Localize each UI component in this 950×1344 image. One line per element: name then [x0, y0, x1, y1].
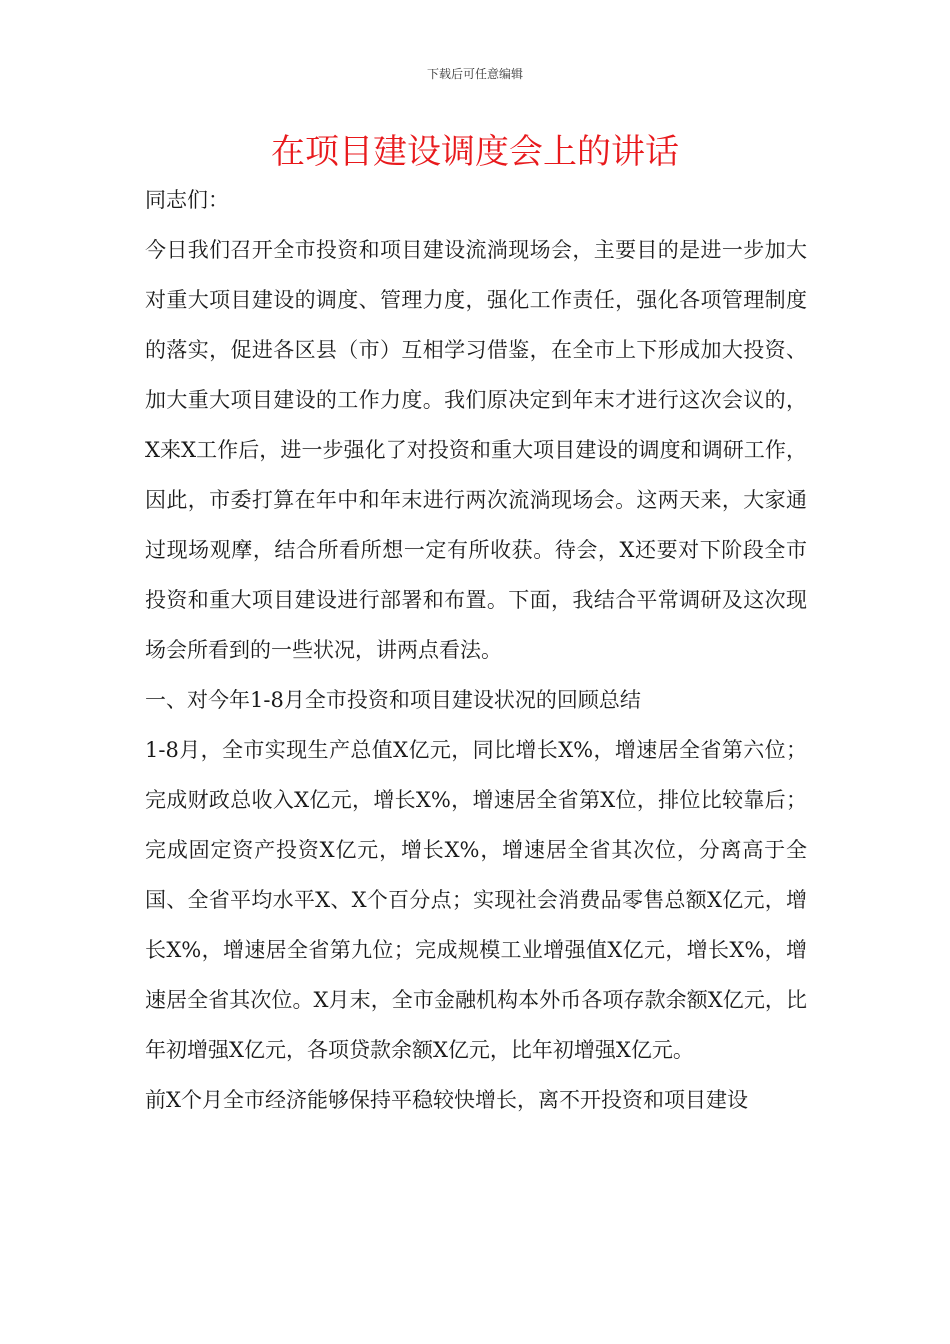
paragraph-statistics: 1-8月，全市实现生产总值X亿元，同比增长X%，增速居全省第六位；完成财政总收入X亿元，增长X%，增速居全省第X位，排位比较靠后；完成固定资产投资X亿元，增长X%，增速居全省其次位，分离高于全国、全省平均水平X、X个百分点；实现社会消费品零售总额X亿元，增长X%，增速居全省第九位；完成规模工业增强值X亿元，增长X%，增速居全省其次位。X月末，全市金融机构本外币各项存款余额X亿元，比年初增强X亿元，各项贷款余额X亿元，比年初增强X亿元。 [145, 738, 807, 1062]
page-title: 在项目建设调度会上的讲话 [271, 132, 679, 172]
section-heading: 一、对今年1-8月全市投资和项目建设状况的回顾总结 [145, 688, 641, 712]
header-note: 下载后可任意编辑 [426, 67, 523, 81]
document-body [145, 175, 807, 1125]
salutation: 同志们： [145, 188, 229, 212]
paragraph-continuation: 前X个月全市经济能够保持平稳较快增长，离不开投资和项目建设 [145, 1088, 748, 1112]
paragraph-intro: 今日我们召开全市投资和项目建设流淌现场会，主要目的是进一步加大对重大项目建设的调度、管理力度，强化工作责任，强化各项管理制度的落实，促进各区县（市）互相学习借鉴，在全市上下形成加大投资、加大重大项目建设的工作力度。我们原决定到年末才进行这次会议的，X来X工作后，进一步强化了对投资和重大项目建设的调度和调研工作，因此，市委打算在年中和年末进行两次流淌现场会。这两天来，大家通过现场观摩，结合所看所想一定有所收获。待会，X还要对下阶段全市投资和重大项目建设进行部署和布置。下面，我结合平常调研及这次现场会所看到的一些状况，讲两点看法。 [145, 238, 807, 662]
